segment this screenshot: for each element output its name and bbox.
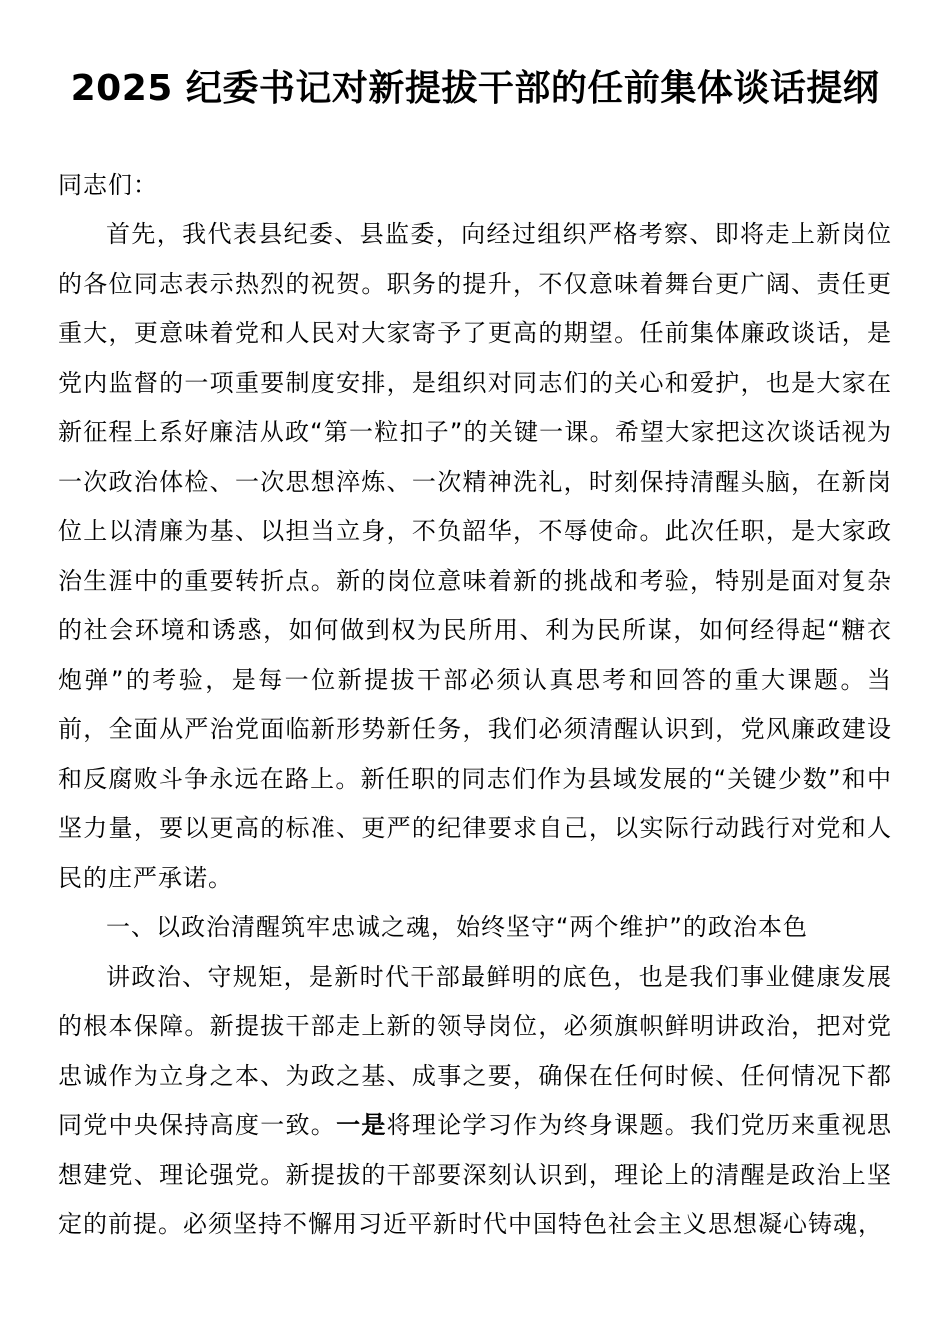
text-run: 讲政治、守规矩，是新时代干部最鲜明的底色，也是我们事业健康发展的根本保障。新提拔干部走上新的领导岗位，必须旗帜鲜明讲政治，把对党忠诚作为立身之本、为政之基、成事之要，确保在任何时候、任何情况下都同党中央保持高度一致。 [58,962,892,1140]
salutation [58,161,892,211]
document-title: 2025 纪委书记对新提拔干部的任前集体谈话提纲 [70,68,880,109]
text-run: 首先，我代表县纪委、县监委，向经过组织严格考察、即将走上新岗位的各位同志表示热烈的祝贺。职务的提升，不仅意味着舞台更广阔、责任更重大，更意味着党和人民对大家寄予了更高的期望。任前集体廉政谈话，是党内监督的一项重要制度安排，是组织对同志们的关心和爱护，也是大家在新征程上系好廉洁从政“第一粒扣子”的关键一课。希望大家把这次谈话视为一次政治体检、一次思想淬炼、一次精神洗礼，时刻保持清醒头脑，在新岗位上以清廉为基、以担当立身，不负韶华，不辱使命。此次任职，是大家政治生涯中的重要转折点。新的岗位意味着新的挑战和考验，特别是面对复杂的社会环境和诱惑，如何做到权为民所用、利为民所谋，如何经得起“糖衣炮弹”的考验，是每一位新提拔干部必须认真思考和回答的重大课题。当前，全面从严治党面临新形势新任务，我们必须清醒认识到，党风廉政建设和反腐败斗争永远在路上。新任职的同志们作为县域发展的“关键少数”和中坚力量，要以更高的标准、更严的纪律要求自己，以实际行动践行对党和人民的庄严承诺。 [58,220,892,892]
text-run: 将理论学习作为终身课题。我们党历来重视思想建党、理论强党。新提拔的干部要深刻认识到，理论上的清醒是政治上坚定的前提。必须坚持不懈用习近平新时代中国特色社会主义思想凝心铸魂， [58,1111,892,1239]
document-body [58,161,892,1250]
emphasis-run: 一是 [336,1111,387,1140]
section-heading-1 [58,903,892,953]
para-section-1 [58,953,892,1250]
text-run: 一、以政治清醒筑牢忠诚之魂，始终坚守“两个维护”的政治本色 [106,913,808,942]
para-opening [58,210,892,903]
text-run: 同志们： [58,170,158,199]
